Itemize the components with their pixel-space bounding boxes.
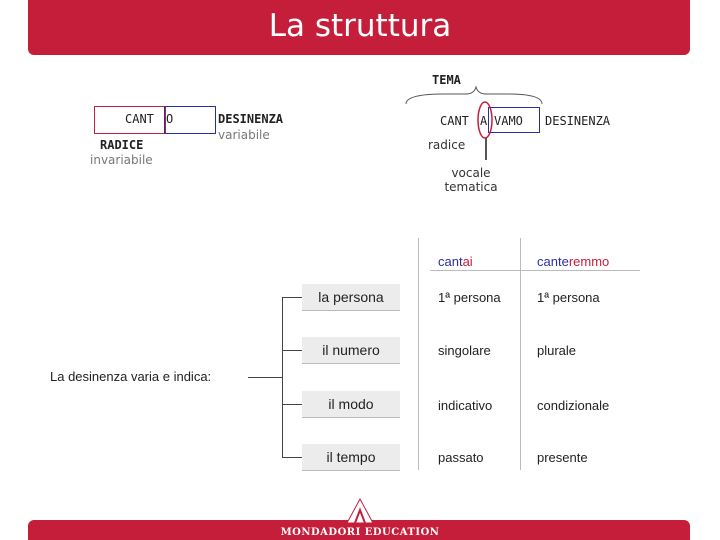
- tema-brace-icon: [404, 86, 544, 106]
- vocale-line1: vocale: [451, 166, 491, 180]
- row-label: la persona: [302, 284, 400, 310]
- tema-ending: VAMO: [494, 114, 523, 128]
- bracket-vertical: [282, 297, 283, 457]
- row-col1: indicativo: [438, 398, 493, 413]
- column-divider-1: [520, 238, 521, 470]
- bracket-tick: [282, 404, 302, 405]
- tema-radice-label: radice: [428, 138, 466, 152]
- row-label: il numero: [302, 337, 400, 363]
- col1-header: [438, 254, 473, 269]
- row-col2: condizionale: [537, 398, 610, 413]
- row-col2: plurale: [537, 343, 577, 358]
- column-divider-2: [418, 238, 419, 470]
- tema-stem: CANT: [440, 114, 469, 128]
- vowel-pointer-line: [485, 138, 487, 160]
- row-col2: presente: [537, 450, 588, 465]
- bracket-tick: [282, 297, 302, 298]
- col2-stem: cante: [537, 254, 569, 269]
- vocale-line2: tematica: [444, 180, 498, 194]
- row-col1: passato: [438, 450, 484, 465]
- side-label: La desinenza varia e indica:: [50, 369, 212, 384]
- bracket-connector: [248, 377, 282, 378]
- page-title: La struttura: [268, 8, 452, 44]
- tema-vowel: A: [480, 114, 488, 128]
- header-underline: [430, 270, 640, 271]
- row-col2: 1ª persona: [537, 290, 600, 305]
- vocale-label: [436, 166, 506, 194]
- word-ending: O: [166, 112, 174, 126]
- radice-sub: invariabile: [90, 153, 153, 167]
- radice-label: RADICE: [100, 138, 144, 152]
- row-col1: 1ª persona: [438, 290, 501, 305]
- desinenza-label: DESINENZA: [218, 112, 284, 126]
- word-stem: CANT: [125, 112, 154, 126]
- col2-ending: remmo: [568, 254, 610, 269]
- bracket-tick: [282, 457, 302, 458]
- col1-ending: ai: [462, 254, 473, 269]
- col2-header: [537, 254, 609, 269]
- col1-stem: cant: [438, 254, 463, 269]
- tema-desinenza-label: DESINENZA: [545, 114, 611, 128]
- mondadori-logo-icon: [346, 498, 374, 524]
- row-col1: singolare: [438, 343, 491, 358]
- footer-brand: MONDADORI EDUCATION: [280, 527, 440, 538]
- row-label: il modo: [302, 391, 400, 417]
- row-label: il tempo: [302, 444, 400, 470]
- bracket-tick: [282, 350, 302, 351]
- desinenza-sub: variabile: [218, 128, 270, 142]
- tema-label: TEMA: [432, 73, 461, 87]
